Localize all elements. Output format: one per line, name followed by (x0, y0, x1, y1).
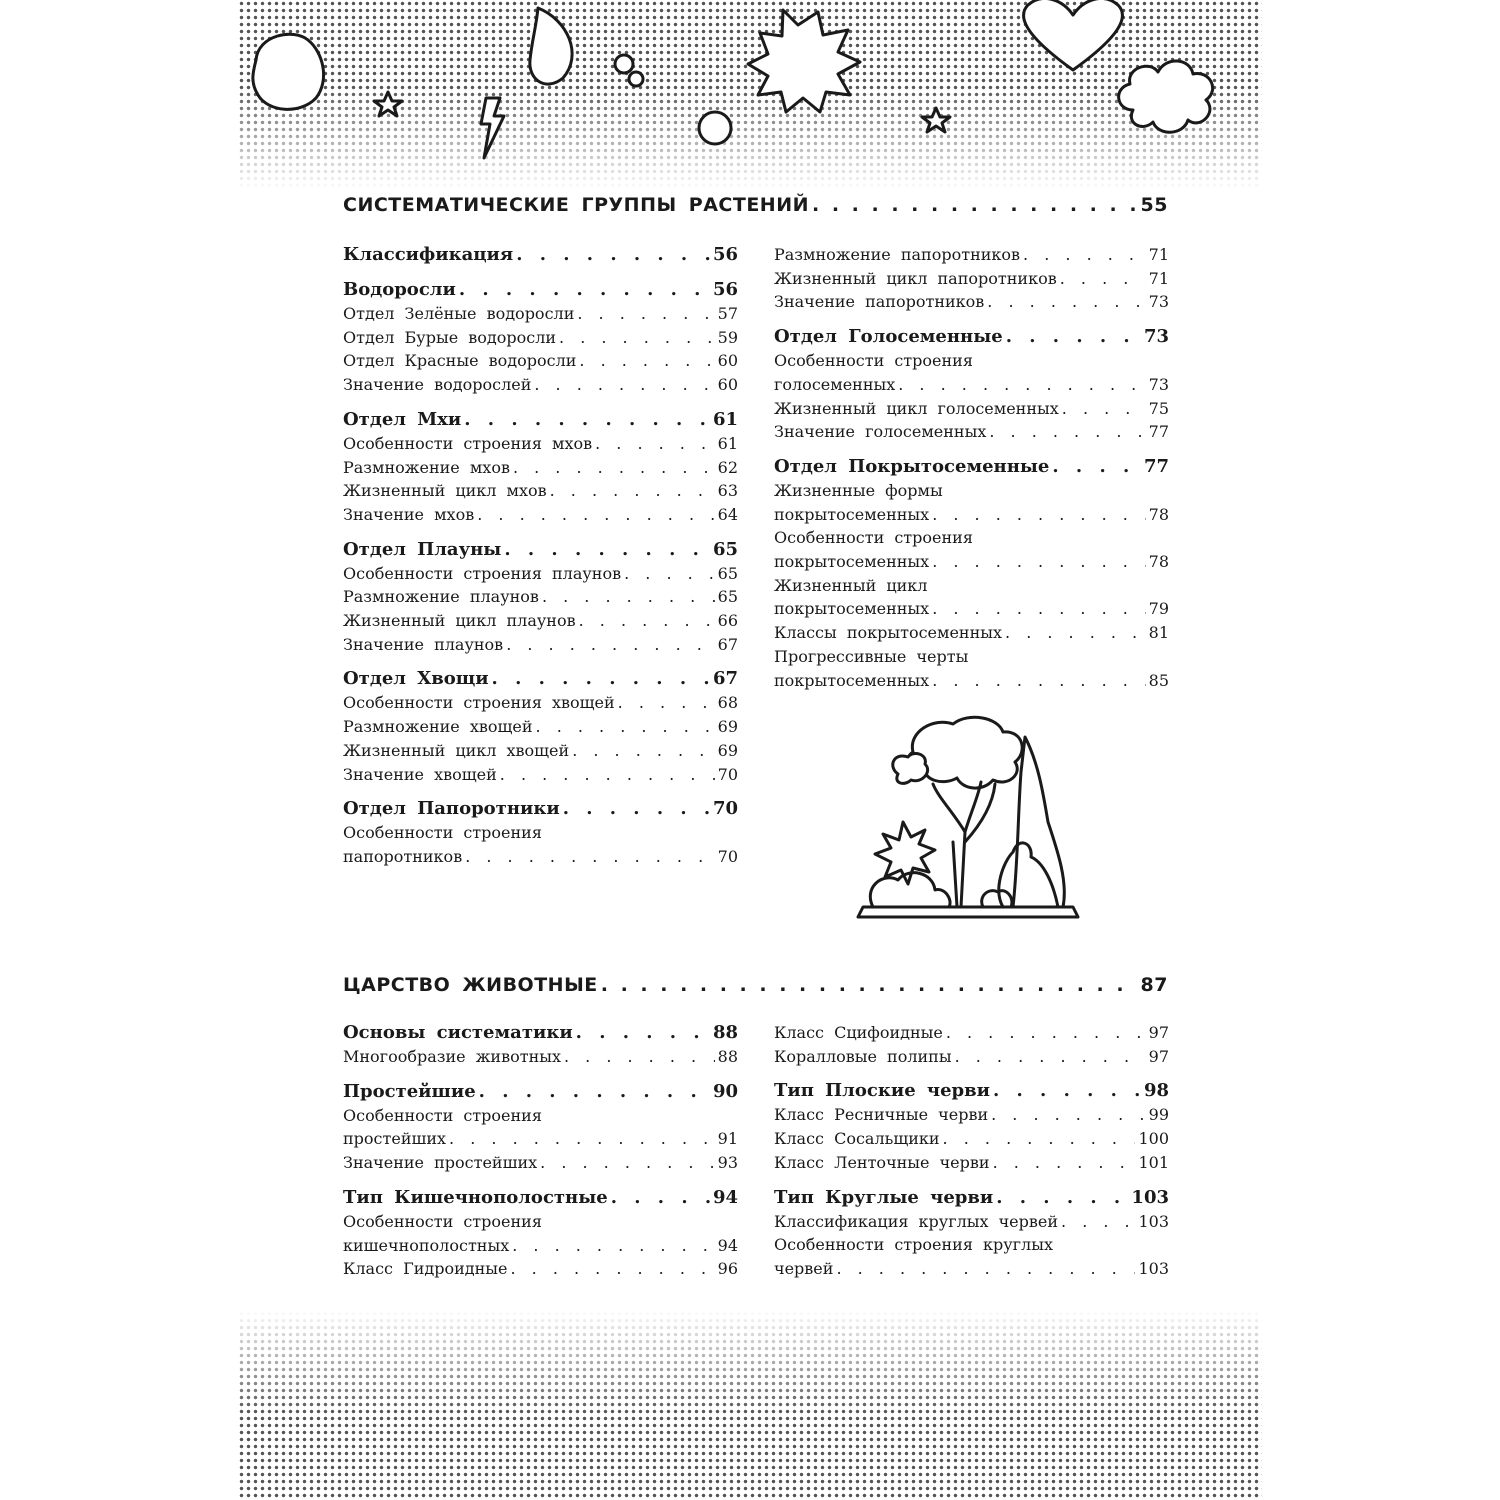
toc-entry (343, 456, 738, 480)
toc-entry-page: 81 (1148, 623, 1169, 643)
toc-entry-label: Класс Гидроидные (343, 1259, 508, 1279)
toc-entry (774, 597, 1169, 621)
toc-entry (774, 1257, 1169, 1281)
dot-leader (624, 562, 715, 586)
toc-entry-label-line: Особенности строения (774, 528, 973, 548)
toc-entry (343, 1257, 738, 1281)
dot-leader (993, 1151, 1136, 1175)
toc-entry (774, 290, 1169, 314)
dot-leader (550, 479, 715, 503)
dot-leader (492, 667, 710, 691)
dot-leader (932, 597, 1145, 621)
toc-entry-page: 78 (1148, 504, 1169, 524)
toc-entry-page: 73 (1148, 292, 1169, 312)
toc-entry-label: Размножение плаунов (343, 587, 539, 607)
toc-entry (343, 562, 738, 586)
dot-leader (464, 408, 710, 432)
toc-entry-label: Размножение мхов (343, 457, 510, 477)
dot-leader (898, 373, 1145, 397)
toc-entry (343, 715, 738, 739)
dot-leader (1062, 397, 1146, 421)
toc-entry-label: Простейшие (343, 1080, 476, 1102)
toc-entry-page: 73 (1148, 374, 1169, 394)
toc-entry-label: Класс Сосальщики (774, 1129, 940, 1149)
toc-entry-label: покрытосеменных (774, 504, 930, 524)
dot-leader (812, 194, 1138, 216)
toc-entry-label: Класс Сцифоидные (774, 1023, 943, 1042)
toc-entry (774, 1151, 1169, 1175)
toc-entry-page: 60 (717, 351, 738, 371)
toc-entry (343, 585, 738, 609)
toc-entry-page: 88 (717, 1047, 738, 1066)
toc-column-right (774, 243, 1169, 692)
toc-entry (774, 503, 1169, 527)
toc-entry-page: 98 (1143, 1080, 1169, 1102)
toc-entry-label: папоротников (343, 846, 463, 866)
toc-entry (774, 621, 1169, 645)
toc-entry-page: 73 (1143, 326, 1169, 348)
dot-leader (836, 1257, 1135, 1281)
tree-illustration (853, 712, 1083, 927)
toc-entry-label: Отдел Плауны (343, 538, 502, 560)
dot-leader (516, 243, 710, 267)
toc-entry-label: Значение водорослей (343, 375, 532, 395)
toc-entry-label-line: Особенности строения (774, 351, 973, 371)
toc-entry-label: Значение плаунов (343, 634, 504, 654)
toc-heading (343, 278, 738, 302)
toc-entry-page: 103 (1131, 1186, 1169, 1208)
toc-entry-label: простейших (343, 1129, 447, 1149)
toc-entry-page: 97 (1148, 1046, 1169, 1066)
lightning-icon (481, 98, 504, 158)
toc-entry-page: 64 (717, 504, 738, 524)
star-icon (922, 108, 950, 132)
toc-entry-label: Классификация круглых червей (774, 1211, 1059, 1231)
dot-leader (449, 1127, 715, 1151)
dot-leader (996, 1186, 1128, 1210)
toc-entry (343, 691, 738, 715)
toc-heading (343, 1021, 738, 1045)
toc-entry-page: 91 (717, 1129, 738, 1149)
toc-entry-page: 69 (717, 740, 738, 760)
toc-entry-label: Особенности строения плаунов (343, 563, 622, 583)
toc-entry-label: Водоросли (343, 279, 456, 300)
toc-entry-label: Значение голосеменных (774, 422, 987, 442)
dot-leader (943, 1127, 1136, 1151)
bubble-icon (699, 112, 731, 144)
toc-page (238, 0, 1262, 1500)
toc-heading (774, 455, 1169, 479)
toc-entry-label: Отдел Мхи (343, 408, 462, 430)
toc-entry (774, 267, 1169, 291)
toc-entry (343, 302, 738, 326)
toc-entry-label: Размножение папоротников (774, 245, 1021, 264)
toc-heading (343, 538, 738, 562)
toc-entry-page: 63 (717, 481, 738, 501)
toc-entry-page: 70 (717, 764, 738, 784)
toc-entry (774, 669, 1169, 693)
toc-entry-page: 78 (1148, 552, 1169, 572)
toc-entry-label: Отдел Голосеменные (774, 326, 1003, 348)
toc-entry-page: 65 (717, 563, 738, 583)
section-title-page: 55 (1140, 194, 1168, 216)
dot-leader (540, 1151, 714, 1175)
burst-icon (748, 10, 860, 112)
toc-entry (343, 739, 738, 763)
toc-entry-page: 59 (717, 327, 738, 347)
toc-entry-page: 65 (712, 538, 738, 560)
toc-entry-page: 94 (712, 1186, 738, 1208)
dot-leader (595, 432, 715, 456)
toc-entry-label: Значение хвощей (343, 764, 497, 784)
toc-entry (774, 397, 1169, 421)
dot-leader (989, 420, 1145, 444)
toc-entry (343, 633, 738, 657)
dot-leader (577, 302, 714, 326)
toc-heading (343, 1186, 738, 1210)
toc-entry-label: Значение мхов (343, 504, 475, 524)
toc-entry-page: 71 (1148, 268, 1169, 288)
toc-entry-label: Размножение хвощей (343, 717, 533, 737)
toc-entry-label: голосеменных (774, 374, 896, 394)
cloud-icon (1119, 61, 1213, 132)
toc-entry-label: Класс Ленточные черви (774, 1152, 990, 1172)
bubble-icon (615, 55, 633, 73)
toc-entry (343, 349, 738, 373)
doodle-decorations (238, 0, 1262, 190)
toc-entry-label: покрытосеменных (774, 670, 930, 690)
dot-leader (579, 349, 714, 373)
toc-entry-page: 75 (1148, 398, 1169, 418)
heart-icon (1024, 0, 1123, 70)
toc-entry-page: 85 (1148, 670, 1169, 690)
toc-entry-page: 71 (1148, 245, 1169, 264)
toc-heading (343, 243, 738, 267)
toc-entry-page: 67 (712, 668, 738, 690)
toc-entry (343, 1045, 738, 1069)
dot-leader (601, 974, 1138, 996)
blob-icon (253, 34, 324, 109)
toc-entry-label-line: Особенности строения (343, 1105, 542, 1125)
dot-leader (542, 585, 715, 609)
toc-entry-label-line: Особенности строения круглых (774, 1235, 1053, 1255)
toc-entry-page: 57 (717, 304, 738, 323)
dot-leader (459, 278, 710, 302)
toc-entry-page: 56 (712, 279, 738, 300)
toc-column-left (343, 243, 738, 869)
toc-entry-label: Жизненный цикл мхов (343, 481, 547, 501)
toc-entry-label: покрытосеменных (774, 552, 930, 572)
toc-entry-label: Отдел Покрытосеменные (774, 455, 1050, 477)
section-title-animals (343, 974, 1168, 996)
toc-heading (774, 325, 1169, 349)
dot-leader (946, 1021, 1146, 1045)
toc-entry-page: 99 (1148, 1105, 1169, 1125)
toc-entry-page: 100 (1138, 1129, 1169, 1149)
toc-entry-label: Коралловые полипы (774, 1046, 952, 1066)
toc-entry-label: Классификация (343, 244, 514, 265)
dot-leader (536, 715, 715, 739)
dot-leader (500, 763, 715, 787)
toc-entry-label: Класс Ресничные черви (774, 1105, 989, 1125)
dot-leader (991, 1103, 1146, 1127)
dot-leader (993, 1079, 1141, 1103)
toc-entry (343, 503, 738, 527)
dot-leader (572, 739, 714, 763)
toc-entry-label-line: Особенности строения (343, 1211, 542, 1231)
toc-entry-page: 66 (717, 611, 738, 631)
toc-entry-label-line: Прогрессивные черты (774, 646, 969, 666)
toc-entry (343, 326, 738, 350)
toc-heading (343, 667, 738, 691)
dot-leader (1060, 267, 1146, 291)
toc-entry-page: 69 (717, 717, 738, 737)
toc-entry-page: 77 (1143, 455, 1169, 477)
dot-leader (1061, 1210, 1135, 1234)
toc-entry-label: Тип Круглые черви (774, 1186, 994, 1208)
toc-entry-label: Классы покрытосеменных (774, 623, 1003, 643)
dot-leader (513, 456, 715, 480)
toc-entry-page: 88 (712, 1022, 738, 1043)
dot-leader (477, 503, 714, 527)
toc-entry (774, 373, 1169, 397)
dot-leader (1006, 325, 1141, 349)
toc-heading (343, 797, 738, 821)
toc-entry-label: Жизненный цикл папоротников (774, 268, 1057, 288)
dot-leader (563, 797, 710, 821)
toc-entry-page: 79 (1148, 599, 1169, 619)
toc-entry (343, 845, 738, 869)
dot-leader (512, 1234, 714, 1258)
dot-leader (534, 373, 714, 397)
halftone-bottom-band (238, 1310, 1262, 1500)
dot-leader (579, 609, 715, 633)
toc-entry-page: 62 (717, 457, 738, 477)
toc-entry-page: 67 (717, 634, 738, 654)
toc-entry-page: 96 (717, 1259, 738, 1279)
toc-entry (343, 1127, 738, 1151)
dot-leader (1005, 621, 1146, 645)
toc-entry-label: Отдел Папоротники (343, 798, 560, 820)
toc-entry-label: Тип Плоские черви (774, 1080, 990, 1102)
toc-entry (343, 432, 738, 456)
toc-entry (343, 763, 738, 787)
toc-entry-label: Особенности строения мхов (343, 433, 593, 453)
toc-entry-label-line: Жизненный цикл (774, 575, 928, 595)
toc-entry (774, 1127, 1169, 1151)
toc-entry-label: Отдел Бурые водоросли (343, 327, 557, 347)
toc-entry (774, 243, 1169, 267)
toc-entry-label: покрытосеменных (774, 599, 930, 619)
bubble-icon (629, 72, 643, 86)
toc-entry-label-line: Особенности строения (343, 823, 542, 843)
dot-leader (1023, 243, 1146, 267)
toc-entry-page: 101 (1138, 1152, 1169, 1172)
toc-entry-page: 94 (717, 1235, 738, 1255)
toc-column-left (343, 1021, 738, 1281)
toc-entry-page: 103 (1138, 1211, 1169, 1231)
dot-leader (932, 550, 1145, 574)
toc-entry (774, 420, 1169, 444)
toc-entry (343, 479, 738, 503)
dot-leader (506, 633, 714, 657)
toc-entry-label: Жизненный цикл хвощей (343, 740, 570, 760)
toc-heading (774, 1186, 1169, 1210)
toc-entry-label: Многообразие животных (343, 1047, 561, 1066)
dot-leader (611, 1186, 710, 1210)
toc-heading (774, 1079, 1169, 1103)
toc-entry-page: 97 (1148, 1023, 1169, 1042)
section-title-label: СИСТЕМАТИЧЕСКИЕ ГРУППЫ РАСТЕНИЙ (343, 194, 810, 216)
toc-entry-page: 56 (712, 244, 738, 265)
dot-leader (504, 538, 710, 562)
toc-entry-page: 65 (717, 587, 738, 607)
section-title-plants (343, 194, 1168, 216)
toc-entry (343, 1151, 738, 1175)
dot-leader (576, 1021, 710, 1045)
dot-leader (932, 669, 1145, 693)
toc-entry-label: Отдел Красные водоросли (343, 351, 577, 371)
toc-entry-label: Отдел Хвощи (343, 668, 489, 690)
toc-entry (774, 550, 1169, 574)
toc-entry-page: 70 (717, 846, 738, 866)
toc-entry (343, 1234, 738, 1258)
toc-entry (774, 1103, 1169, 1127)
toc-entry (774, 1021, 1169, 1045)
toc-entry-label: Основы систематики (343, 1022, 573, 1043)
toc-entry-label: Отдел Зелёные водоросли (343, 304, 575, 323)
dot-leader (465, 845, 714, 869)
toc-entry-page: 93 (717, 1153, 738, 1173)
toc-entry-label: Особенности строения хвощей (343, 693, 615, 713)
dot-leader (987, 290, 1145, 314)
section-title-page: 87 (1140, 974, 1168, 996)
toc-heading (343, 408, 738, 432)
toc-entry-page: 68 (717, 693, 738, 713)
toc-entry-page: 77 (1148, 422, 1169, 442)
toc-entry-page: 61 (717, 433, 738, 453)
section-title-label: ЦАРСТВО ЖИВОТНЫЕ (343, 974, 598, 996)
toc-entry-label: Жизненный цикл голосеменных (774, 398, 1059, 418)
toc-column-right (774, 1021, 1169, 1281)
toc-entry (774, 1210, 1169, 1234)
dot-leader (1052, 455, 1141, 479)
toc-entry-label: кишечнополостных (343, 1235, 510, 1255)
toc-entry-label: Значение папоротников (774, 292, 985, 312)
toc-entry-label: червей (774, 1258, 834, 1278)
toc-entry (774, 1045, 1169, 1069)
toc-entry-label: Значение простейших (343, 1153, 538, 1173)
toc-heading (343, 1080, 738, 1104)
toc-entry-page: 70 (712, 798, 738, 820)
dot-leader (618, 691, 715, 715)
toc-entry-label: Жизненный цикл плаунов (343, 611, 576, 631)
dot-leader (932, 503, 1145, 527)
toc-entry-label: Тип Кишечнополостные (343, 1186, 608, 1208)
dot-leader (479, 1080, 710, 1104)
star-icon (374, 92, 402, 116)
toc-entry-page: 103 (1138, 1258, 1169, 1278)
toc-entry-page: 60 (717, 375, 738, 395)
dot-leader (955, 1045, 1146, 1069)
dot-leader (564, 1045, 715, 1069)
drop-icon (530, 8, 572, 84)
dot-leader (510, 1257, 714, 1281)
toc-entry-page: 61 (712, 408, 738, 430)
toc-entry (343, 609, 738, 633)
dot-leader (559, 326, 715, 350)
toc-entry (343, 373, 738, 397)
toc-entry-page: 90 (712, 1080, 738, 1102)
toc-entry-label-line: Жизненные формы (774, 480, 943, 500)
